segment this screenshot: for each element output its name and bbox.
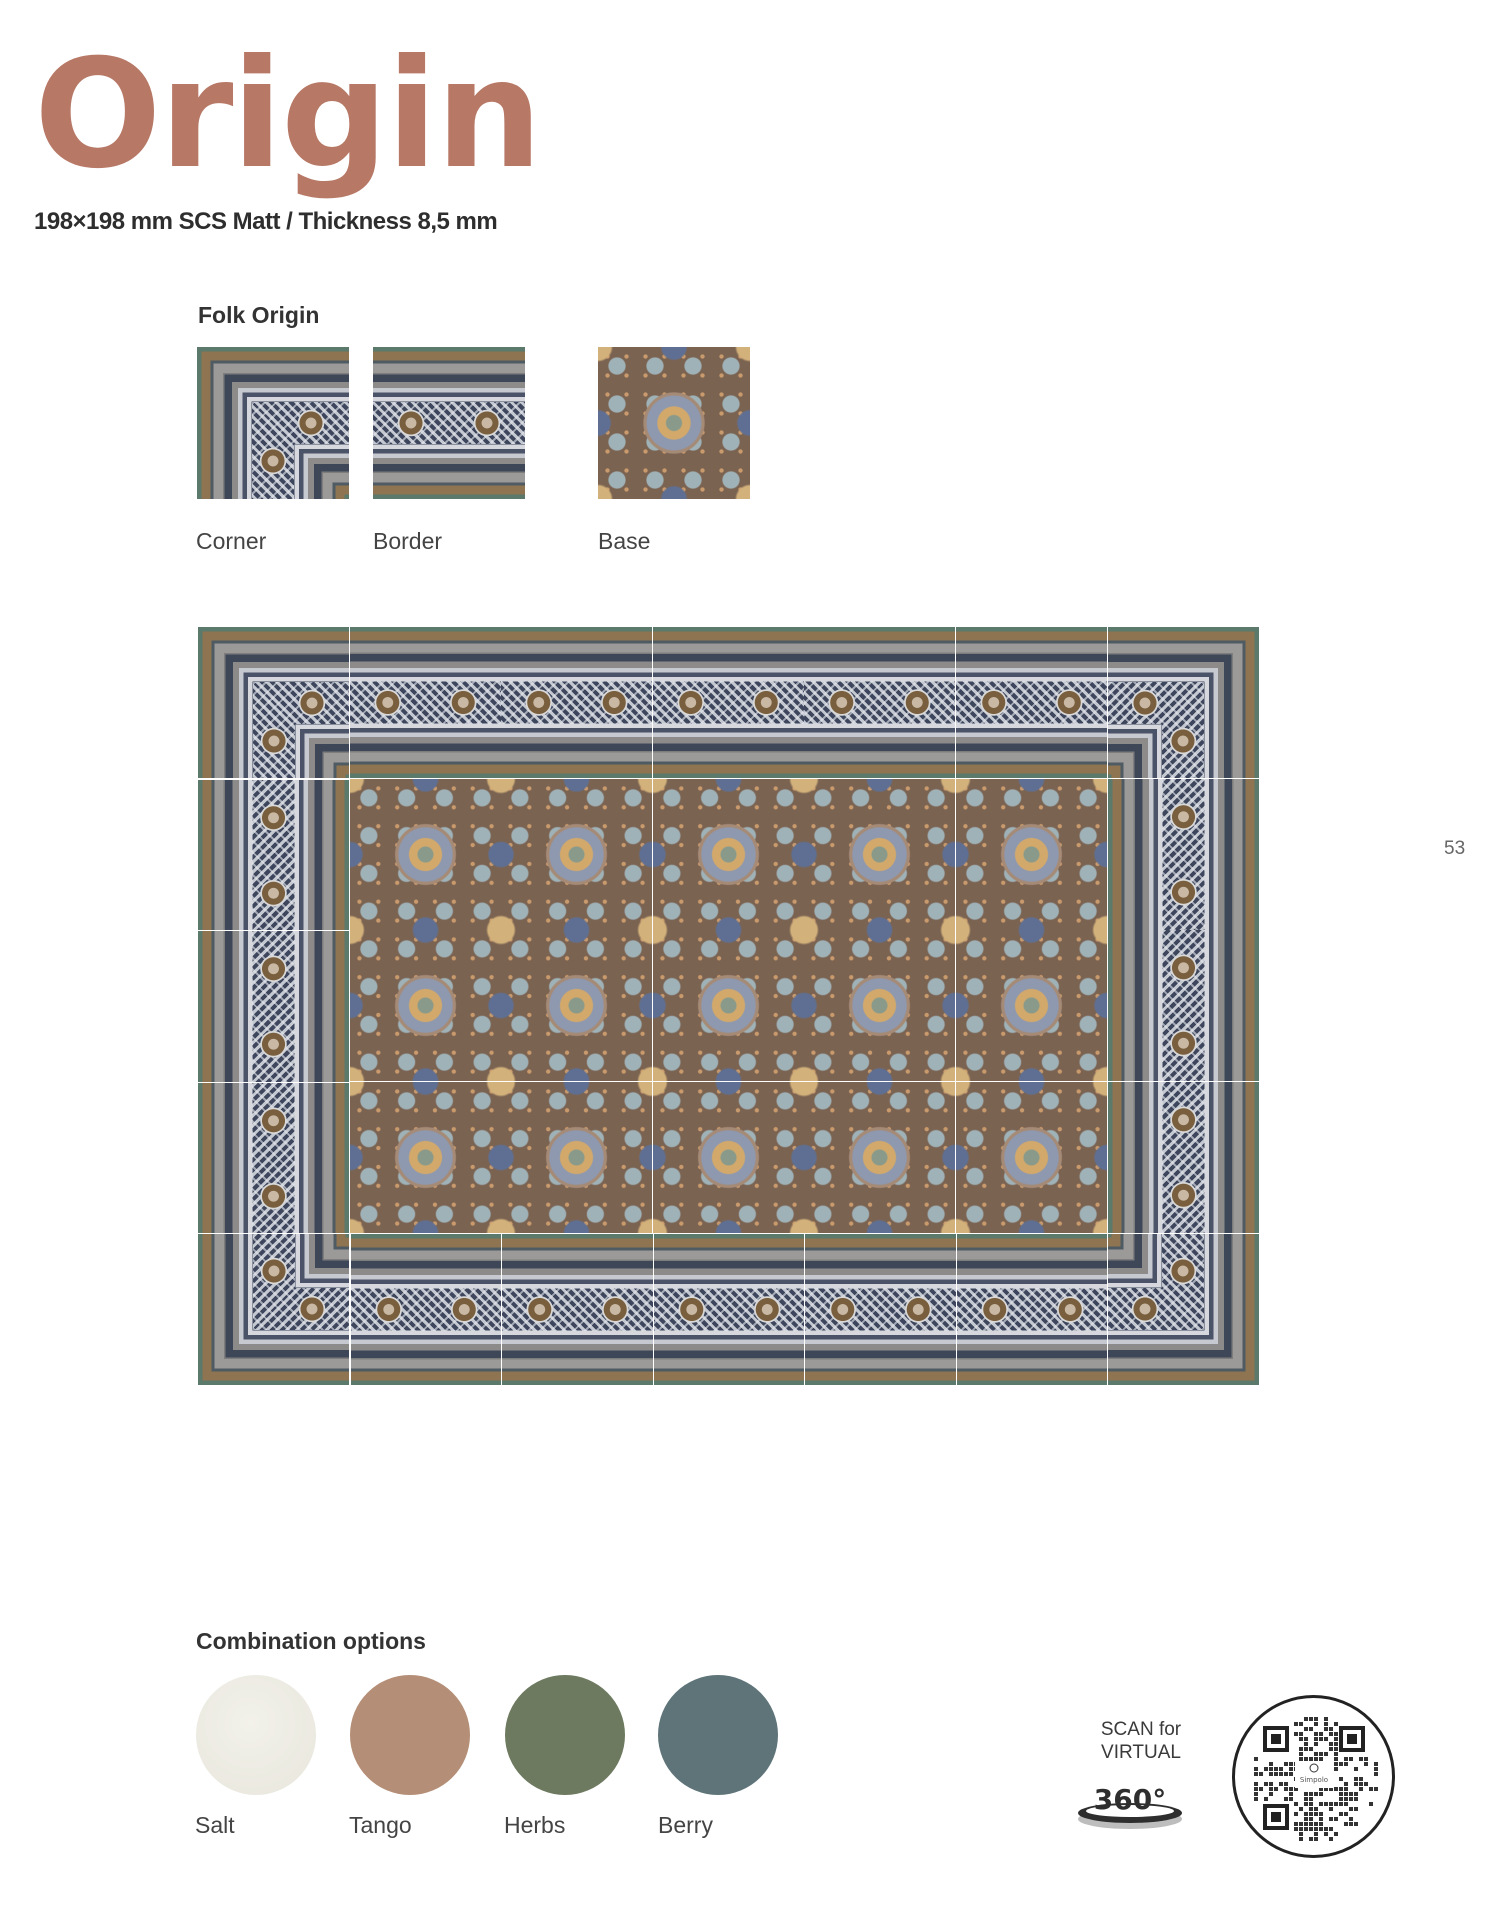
tile-layout-preview [198, 627, 1259, 1383]
page-title: Origin [34, 28, 541, 202]
swatch-tango [350, 1675, 470, 1795]
base-tile [350, 930, 502, 1082]
swatch-label-tango: Tango [349, 1812, 412, 1838]
border-tile [350, 627, 502, 779]
base-label: Base [598, 528, 651, 554]
border-tile [1107, 1082, 1259, 1234]
corner-tile [198, 627, 350, 779]
product-spec: 198×198 mm SCS Matt / Thickness 8,5 mm [34, 208, 498, 235]
swatch-label-salt: Salt [195, 1812, 235, 1838]
base-tile [956, 930, 1108, 1082]
combination-options-title: Combination options [196, 1628, 426, 1654]
base-tile [804, 1082, 956, 1234]
base-tile-image [598, 347, 750, 499]
base-tile [501, 779, 653, 931]
base-tile [350, 1082, 502, 1234]
border-tile [198, 1082, 350, 1234]
corner-tile [1107, 1233, 1259, 1385]
scan-caption [1086, 1718, 1196, 1764]
border-tile [198, 779, 350, 931]
base-tile [350, 779, 502, 931]
border-tile [198, 930, 350, 1082]
swatch-berry [658, 1675, 778, 1795]
border-tile [653, 627, 805, 779]
base-tile [501, 930, 653, 1082]
swatch-label-herbs: Herbs [504, 1812, 566, 1838]
base-tile [501, 1082, 653, 1234]
border-tile [956, 627, 1108, 779]
border-tile [804, 1233, 956, 1385]
border-tile [956, 1233, 1108, 1385]
border-label: Border [373, 528, 443, 554]
swatch-salt [196, 1675, 316, 1795]
swatch-herbs [505, 1675, 625, 1795]
qr-code[interactable] [1232, 1695, 1395, 1858]
corner-tile [198, 1233, 350, 1385]
border-tile [1107, 930, 1259, 1082]
border-tile [1107, 779, 1259, 931]
collection-title: Folk Origin [198, 302, 320, 328]
border-tile [653, 1233, 805, 1385]
scan-line-1: SCAN for [1100, 1719, 1182, 1740]
border-tile [501, 1233, 653, 1385]
corner-tile-image [197, 347, 349, 499]
base-tile [804, 779, 956, 931]
base-tile [653, 930, 805, 1082]
border-tile [804, 627, 956, 779]
base-tile [956, 1082, 1108, 1234]
border-tile [350, 1233, 502, 1385]
corner-label: Corner [196, 528, 267, 554]
corner-tile [1107, 627, 1259, 779]
base-tile [804, 930, 956, 1082]
360-view-icon[interactable] [1075, 1775, 1185, 1835]
base-tile [653, 779, 805, 931]
qr-brand: Simpolo [1299, 1776, 1329, 1784]
page-number: 53 [1444, 838, 1466, 859]
base-tile [956, 779, 1108, 931]
base-tile [653, 1082, 805, 1234]
scan-line-2: VIRTUAL [1101, 1742, 1181, 1763]
border-tile-image [373, 347, 525, 499]
border-tile [501, 627, 653, 779]
badge-text: 360° [1093, 1783, 1167, 1816]
swatch-label-berry: Berry [658, 1812, 713, 1838]
